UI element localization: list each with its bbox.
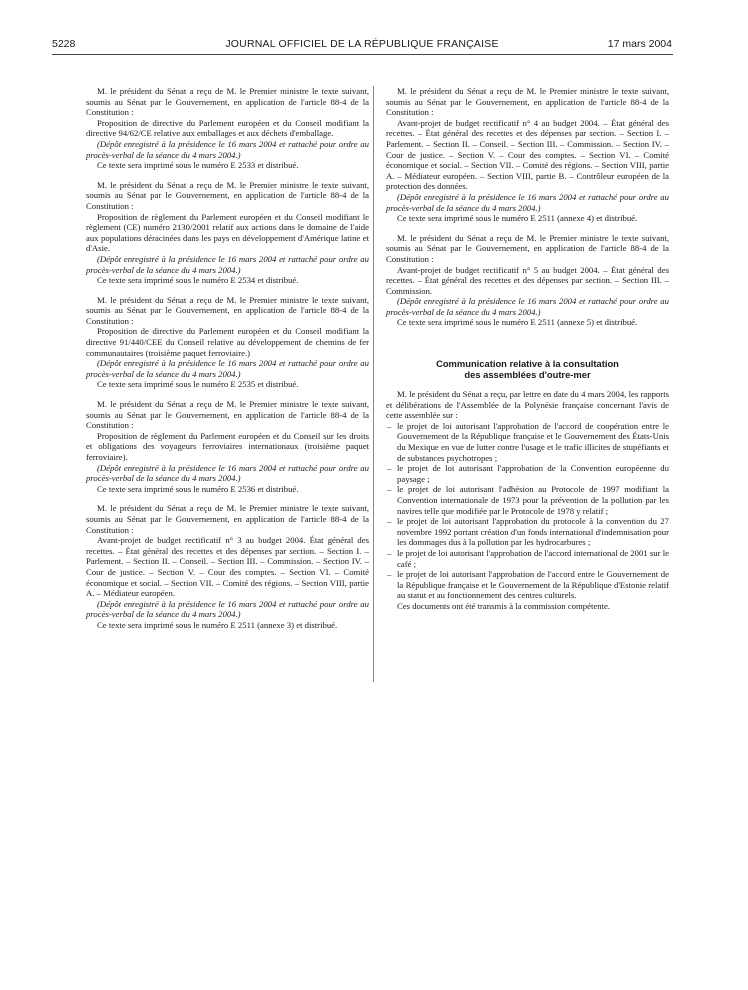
entry-depot: (Dépôt enregistré à la présidence le 16 mars 2004 et rattaché pour ordre au procès-verbal de la séance du 4 mars 2004.) [86, 598, 369, 620]
entry-depot: (Dépôt enregistré à la présidence le 16 mars 2004 et rattaché pour ordre au procès-verbal de la séance du 4 mars 2004.) [86, 358, 369, 379]
entry-intro: M. le président du Sénat a reçu de M. le Premier ministre le texte suivant, soumis au Sénat par le Gouvernement, en application de l'article 88-4 de la Constitution : [386, 86, 669, 118]
list-item: – le projet de loi autorisant l'approbation du protocole à la convention du 27 novembre 1992 portant création d'un fonds international d'indemnisation pour les dommages dus à la pollution par les hydrocarbures ; [386, 516, 669, 548]
entry-intro: M. le président du Sénat a reçu de M. le Premier ministre le texte suivant, soumis au Sénat par le Gouvernement, en application de l'article 88-4 de la Constitution : [86, 86, 369, 118]
page-header [52, 38, 672, 54]
entry-e2536 [86, 399, 369, 494]
list-item: – le projet de loi autorisant l'approbation de la Convention européenne du paysage ; [386, 463, 669, 484]
entry-text: Proposition de règlement du Parlement européen et du Conseil sur les droits et obligations des voyageurs ferroviaires internationaux (troisième paquet ferroviaire). [86, 430, 369, 462]
outre-mer-section [386, 358, 669, 611]
page-number: 5228 [52, 38, 76, 50]
section-title-line1: Communication relative à la consultation [436, 358, 619, 370]
entry-print: Ce texte sera imprimé sous le numéro E 2511 (annexe 3) et distribué. [97, 619, 338, 630]
entry-e2534 [86, 180, 369, 286]
entry-print: Ce texte sera imprimé sous le numéro E 2536 et distribué. [97, 483, 299, 494]
issue-date: 17 mars 2004 [607, 38, 672, 50]
right-column [386, 86, 669, 612]
entry-print: Ce texte sera imprimé sous le numéro E 2534 et distribué. [97, 275, 299, 286]
left-column [86, 86, 369, 631]
list-item: – le projet de loi autorisant l'approbation de l'accord international de 2001 sur le café ; [386, 548, 669, 569]
consultation-list [386, 421, 669, 601]
column-divider [373, 86, 374, 682]
entry-e2533 [86, 86, 369, 171]
journal-title: JOURNAL OFFICIEL DE LA RÉPUBLIQUE FRANÇAISE [225, 38, 499, 50]
section-closing: Ces documents ont été transmis à la commission compétente. [397, 600, 611, 611]
list-item: – le projet de loi autorisant l'adhésion au Protocole de 1997 modifiant la Convention internationale de 1973 pour la prévention de la pollution par les navires telle que modifiée par le Protocole de 1978 y relatif ; [386, 484, 669, 516]
entry-depot: (Dépôt enregistré à la présidence le 16 mars 2004 et rattaché pour ordre au procès-verbal de la séance du 4 mars 2004.) [386, 191, 669, 213]
entry-intro: M. le président du Sénat a reçu de M. le Premier ministre le texte suivant, soumis au Sénat par le Gouvernement, en application de l'article 88-4 de la Constitution : [86, 294, 369, 326]
header-rule [52, 54, 673, 55]
entry-print: Ce texte sera imprimé sous le numéro E 2535 et distribué. [97, 379, 299, 390]
entry-print: Ce texte sera imprimé sous le numéro E 2511 (annexe 4) et distribué. [397, 213, 638, 224]
list-item: – le projet de loi autorisant l'approbation de l'accord entre le Gouvernement de la République française et le Gouvernement de la République d'Estonie relatif au statut et au fonctionnement des centres culturels. [386, 569, 669, 601]
entry-e2511-annexe5 [386, 233, 669, 328]
entry-text: Avant-projet de budget rectificatif n° 4 au budget 2004. – État général des recettes. – État général des recettes et des dépenses par section. – Section I. – Parlement. – Section II. – Conseil. – Section III. – Commission. – Section IV. – Cour de justice. – Section V. – Cour des comptes. – Section VI. – Comité économique et social. – Section VII. – Comité des régions. – Section VIII, partie A. – Médiateur européen. – Section VIII, partie B. – Contrôleur européen de la protection des données. [386, 117, 669, 192]
entry-depot: (Dépôt enregistré à la présidence le 16 mars 2004 et rattaché pour ordre au procès-verbal de la séance du 4 mars 2004.) [86, 253, 369, 275]
section-intro: M. le président du Sénat a reçu, par lettre en date du 4 mars 2004, les rapports et délibérations de l'Assemblée de la Polynésie française concernant l'avis de cette assemblée sur : [386, 389, 669, 421]
entry-depot: (Dépôt enregistré à la présidence le 16 mars 2004 et rattaché pour ordre au procès-verbal de la séance du 4 mars 2004.) [386, 296, 669, 317]
entry-depot: (Dépôt enregistré à la présidence le 16 mars 2004 et rattaché pour ordre au procès-verbal de la séance du 4 mars 2004.) [86, 462, 369, 484]
entry-text: Proposition de règlement du Parlement européen et du Conseil modifiant le règlement (CE) numéro 2130/2001 relatif aux actions dans le domaine de l'aide aux populations déracinées dans les pays en développement d'Amérique latine et d'Asie. [86, 211, 369, 254]
entry-text: Avant-projet de budget rectificatif n° 3 au budget 2004. État général des recettes. – État général des recettes et des dépenses par section. – Section I. – Parlement. – Section II. – Conseil. – Section III. – Commission. – Section IV. – Cour de justice. – Section V. – Cour des comptes. – Section VI. – Comité économique et social. – Section VII. – Comité des régions. – Section VIII, partie A. – Médiateur européen. [86, 535, 369, 599]
entry-e2535 [86, 295, 369, 390]
entry-text: Proposition de directive du Parlement européen et du Conseil modifiant la directive 91/440/CEE du Conseil relative au développement de chemins de fer communautaires (troisième paquet ferroviaire.) [86, 326, 369, 358]
list-item: – le projet de loi autorisant l'approbation de l'accord de coopération entre le Gouvernement de la République française et le Gouvernement des États-Unis du Mexique en vue de lutter contre l'usage et le trafic illicites de stupéfiants et de substances psychotropes ; [386, 421, 669, 463]
entry-intro: M. le président du Sénat a reçu de M. le Premier ministre le texte suivant, soumis au Sénat par le Gouvernement, en application de l'article 88-4 de la Constitution : [86, 503, 369, 535]
entry-e2511-annexe4 [386, 86, 669, 224]
entry-text: Proposition de directive du Parlement européen et du Conseil modifiant la directive 94/62/CE relative aux emballages et aux déchets d'emballage. [86, 117, 369, 139]
section-title-line2: des assemblées d'outre-mer [464, 369, 591, 381]
entry-text: Avant-projet de budget rectificatif n° 5 au budget 2004. – État général des recettes. – État général des recettes et des dépenses par section. – Section III. – Commission. [386, 264, 669, 296]
entry-depot: (Dépôt enregistré à la présidence le 16 mars 2004 et rattaché pour ordre au procès-verbal de la séance du 4 mars 2004.) [86, 138, 369, 160]
entry-print: Ce texte sera imprimé sous le numéro E 2511 (annexe 5) et distribué. [397, 317, 638, 328]
entry-intro: M. le président du Sénat a reçu de M. le Premier ministre le texte suivant, soumis au Sénat par le Gouvernement, en application de l'article 88-4 de la Constitution : [386, 232, 669, 264]
entry-intro: M. le président du Sénat a reçu de M. le Premier ministre le texte suivant, soumis au Sénat par le Gouvernement, en application de l'article 88-4 de la Constitution : [86, 179, 369, 211]
entry-print: Ce texte sera imprimé sous le numéro E 2533 et distribué. [97, 160, 299, 171]
entry-intro: M. le président du Sénat a reçu de M. le Premier ministre le texte suivant, soumis au Sénat par le Gouvernement, en application de l'article 88-4 de la Constitution : [86, 399, 369, 431]
entry-e2511-annexe3 [86, 503, 369, 630]
